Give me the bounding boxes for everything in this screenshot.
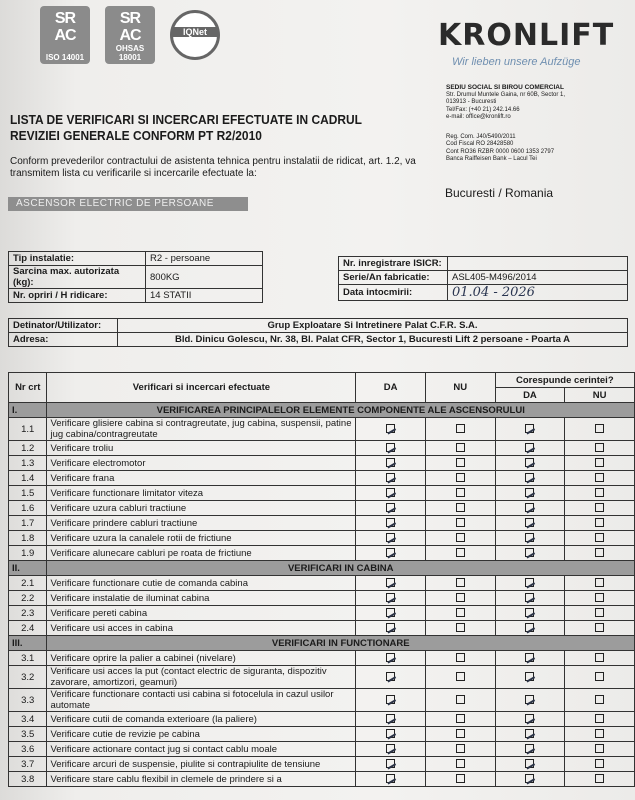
checkbox-da-checked[interactable]	[386, 774, 395, 783]
checkbox-corespunde-da-checked[interactable]	[525, 593, 534, 602]
checkbox-nu[interactable]	[456, 488, 465, 497]
table-row: 3.1 Verificare oprire la palier a cabinei (nivelare)	[9, 651, 635, 666]
checkbox-corespunde-nu[interactable]	[595, 458, 604, 467]
checkbox-da-checked[interactable]	[386, 503, 395, 512]
table-row: 3.4 Verificare cutii de comanda exterioare (la paliere)	[9, 712, 635, 727]
checkbox-corespunde-nu[interactable]	[595, 774, 604, 783]
checkbox-corespunde-nu[interactable]	[595, 473, 604, 482]
checkbox-corespunde-da-checked[interactable]	[525, 729, 534, 738]
checkbox-corespunde-nu[interactable]	[595, 548, 604, 557]
checkbox-da-checked[interactable]	[386, 548, 395, 557]
checkbox-corespunde-da-checked[interactable]	[525, 458, 534, 467]
table-row: 2.3 Verificare pereti cabina	[9, 606, 635, 621]
intro-text: Conform prevederilor contractului de asistenta tehnica pentru instalatii de ridicat, art. 1.2, va transmitem lista cu verificarile si incercarile efectuate la:	[10, 156, 416, 179]
checkbox-nu[interactable]	[456, 548, 465, 557]
checkbox-nu[interactable]	[456, 714, 465, 723]
checkbox-corespunde-da-checked[interactable]	[525, 503, 534, 512]
checkbox-da-checked[interactable]	[386, 714, 395, 723]
checkbox-nu[interactable]	[456, 518, 465, 527]
checkbox-nu[interactable]	[456, 672, 465, 681]
checkbox-da-checked[interactable]	[386, 443, 395, 452]
owner-table: Detinator/Utilizator: Grup Exploatare Si Intretinere Palat C.F.R. S.A. Adresa: Bld. Dinicu Golescu, Nr. 38, Bl. Palat CFR, Sector 1, Bucuresti Lift 2 persoane - Poarta A	[8, 318, 628, 347]
checkbox-corespunde-nu[interactable]	[595, 653, 604, 662]
checkbox-da-checked[interactable]	[386, 653, 395, 662]
checkbox-corespunde-da-checked[interactable]	[525, 473, 534, 482]
checkbox-corespunde-da-checked[interactable]	[525, 695, 534, 704]
kronlift-logo: KRONLIFT Wir lieben unsere Aufzüge	[438, 18, 615, 68]
checkbox-da-checked[interactable]	[386, 424, 395, 433]
checkbox-da-checked[interactable]	[386, 488, 395, 497]
checkbox-corespunde-nu[interactable]	[595, 424, 604, 433]
checkbox-corespunde-nu[interactable]	[595, 672, 604, 681]
table-row: 1.2 Verificare troliu	[9, 441, 635, 456]
checkbox-da-checked[interactable]	[386, 695, 395, 704]
checkbox-da-checked[interactable]	[386, 672, 395, 681]
checkbox-corespunde-da-checked[interactable]	[525, 578, 534, 587]
checkbox-corespunde-da-checked[interactable]	[525, 623, 534, 632]
table-row: 3.2 Verificare usi acces la put (contact electric de siguranta, dispozitiv zavorare, amortizori, geamuri)	[9, 666, 635, 689]
checkbox-da-checked[interactable]	[386, 458, 395, 467]
checkbox-corespunde-nu[interactable]	[595, 744, 604, 753]
checkbox-corespunde-da-checked[interactable]	[525, 518, 534, 527]
brand-tagline: Wir lieben unsere Aufzüge	[452, 56, 581, 68]
checkbox-da-checked[interactable]	[386, 744, 395, 753]
table-row: 3.8 Verificare stare cablu flexibil in clemele de prindere si a	[9, 772, 635, 787]
checkbox-corespunde-da-checked[interactable]	[525, 488, 534, 497]
checkbox-corespunde-nu[interactable]	[595, 608, 604, 617]
checkbox-nu[interactable]	[456, 759, 465, 768]
checkbox-da-checked[interactable]	[386, 578, 395, 587]
checkbox-nu[interactable]	[456, 473, 465, 482]
table-row: 1.1 Verificare glisiere cabina si contragreutate, jug cabina, suspensii, patine jug cabina/contragreutate	[9, 418, 635, 441]
checkbox-corespunde-da-checked[interactable]	[525, 774, 534, 783]
table-row: 2.2 Verificare instalatie de iluminat cabina	[9, 591, 635, 606]
table-row: 2.4 Verificare usi acces in cabina	[9, 621, 635, 636]
checkbox-nu[interactable]	[456, 729, 465, 738]
checkbox-da-checked[interactable]	[386, 608, 395, 617]
checkbox-nu[interactable]	[456, 608, 465, 617]
checkbox-corespunde-nu[interactable]	[595, 503, 604, 512]
checkbox-nu[interactable]	[456, 623, 465, 632]
section-header: I. VERIFICAREA PRINCIPALELOR ELEMENTE COMPONENTE ALE ASCENSORULUI	[9, 403, 635, 418]
table-row: 1.5 Verificare functionare limitator viteza	[9, 486, 635, 501]
checkbox-nu[interactable]	[456, 503, 465, 512]
checkbox-corespunde-nu[interactable]	[595, 533, 604, 542]
checkbox-nu[interactable]	[456, 695, 465, 704]
section-header: III. VERIFICARI IN FUNCTIONARE	[9, 636, 635, 651]
checkbox-corespunde-nu[interactable]	[595, 488, 604, 497]
checkbox-corespunde-da-checked[interactable]	[525, 608, 534, 617]
srac-iso-logo: SR AC ISO 14001	[40, 6, 90, 64]
checkbox-nu[interactable]	[456, 443, 465, 452]
table-row: 1.6 Verificare uzura cabluri tractiune	[9, 501, 635, 516]
checkbox-corespunde-nu[interactable]	[595, 623, 604, 632]
table-row: 3.5 Verificare cutie de revizie pe cabina	[9, 727, 635, 742]
checkbox-corespunde-da-checked[interactable]	[525, 533, 534, 542]
checkbox-nu[interactable]	[456, 744, 465, 753]
checkbox-corespunde-nu[interactable]	[595, 443, 604, 452]
table-row: 1.7 Verificare prindere cabluri tractiune	[9, 516, 635, 531]
table-row: 1.8 Verificare uzura la canalele rotii de frictiune	[9, 531, 635, 546]
checkbox-corespunde-nu[interactable]	[595, 729, 604, 738]
table-row: 1.9 Verificare alunecare cabluri pe roata de frictiune	[9, 546, 635, 561]
checkbox-da-checked[interactable]	[386, 759, 395, 768]
checkbox-corespunde-nu[interactable]	[595, 518, 604, 527]
installation-info-table: Tip instalatie: R2 - persoane Sarcina max. autorizata (kg): 800KG Nr. opriri / H ridicare: 14 STATII	[8, 251, 263, 303]
equipment-type-band: ASCENSOR ELECTRIC DE PERSOANE	[8, 197, 248, 211]
checkbox-corespunde-nu[interactable]	[595, 695, 604, 704]
iqnet-seal: IQNet	[170, 10, 220, 60]
handwritten-date: 01.04 - 2026	[448, 285, 628, 301]
checkbox-corespunde-da-checked[interactable]	[525, 759, 534, 768]
checkbox-nu[interactable]	[456, 533, 465, 542]
checkbox-da-checked[interactable]	[386, 623, 395, 632]
checkbox-corespunde-nu[interactable]	[595, 759, 604, 768]
checkbox-nu[interactable]	[456, 424, 465, 433]
checkbox-nu[interactable]	[456, 578, 465, 587]
table-row: 2.1 Verificare functionare cutie de comanda cabina	[9, 576, 635, 591]
certification-logos	[0, 6, 225, 68]
checkbox-nu[interactable]	[456, 774, 465, 783]
checkbox-da-checked[interactable]	[386, 729, 395, 738]
table-row: 3.6 Verificare actionare contact jug si contact cablu moale	[9, 742, 635, 757]
checkbox-da-checked[interactable]	[386, 518, 395, 527]
checkbox-corespunde-nu[interactable]	[595, 578, 604, 587]
checkbox-corespunde-da-checked[interactable]	[525, 548, 534, 557]
checkbox-corespunde-nu[interactable]	[595, 714, 604, 723]
table-header: Nr crt Verificari si incercari efectuate DA NU Corespunde cerintei?	[9, 373, 635, 388]
company-info: SEDIU SOCIAL SI BIROU COMERCIAL Str. Drumul Muntele Gaina, nr 60B, Sector 1, 013913 - Bucuresti Tel/Fax: (+40 21) 242.14.66 e-mail: office@kronlift.ro Reg. Com. J40/5490/2011 Cod Fiscal RO 28428580 Cont RO36 RZBR 0000 0600 1353 2797 Banca Raiffeisen Bank – Lacul Tei	[446, 84, 566, 162]
checkbox-corespunde-da-checked[interactable]	[525, 424, 534, 433]
checkbox-corespunde-da-checked[interactable]	[525, 714, 534, 723]
srac-ohsas-logo: SR AC OHSAS 18001	[105, 6, 155, 64]
table-row: 1.4 Verificare frana	[9, 471, 635, 486]
section-header: II. VERIFICARI IN CABINA	[9, 561, 635, 576]
checkbox-da-checked[interactable]	[386, 593, 395, 602]
table-row: 3.7 Verificare arcuri de suspensie, piulite si contrapiulite de tensiune	[9, 757, 635, 772]
checkbox-corespunde-da-checked[interactable]	[525, 672, 534, 681]
document-title: LISTA DE VERIFICARI SI INCERCARI EFECTUATE IN CADRUL REVIZIEI GENERALE CONFORM PT R2/2010	[10, 112, 362, 143]
checklist-table: Nr crt Verificari si incercari efectuate DA NU Corespunde cerintei? DA NU I. VERIFICAREA PRINCIPALELOR ELEMENTE COMPONENTE ALE ASCENSORULUI 1.1 Verificare glisiere cabina si contragreutate, jug cabina, suspensii, patine jug cabina/contragreutate 1.2 Verificare troliu 1.3 Verificare electromotor 1.4 Verificare frana 1.5 Verificare functionare limitator viteza 1.6 Verificare uzura cabluri tractiune 1.7 Verificare prindere cabluri tractiune 1.8 Verificare uzura la canalele rotii de frictiune 1.9 Verificare alunecare cabluri pe roata de frictiune II. VERIFICARI IN CABINA 2.1 Verificare functionare cutie de comanda cabina 2.2 Verificare instalatie de iluminat cabina 2.3 Verificare pereti cabina 2.4 Verificare usi acces in cabina III. VERIFICARI IN FUNCTIONARE 3.1 Verificare oprire la palier a cabinei (nivelare) 3.2 Verificare usi acces la put (contact electric de siguranta, dispozitiv zavorare, amortizori, geamuri) 3.3 Verificare functionare contacti usi cabina si fotocelula in cazul usilor automate 3.4 Verificare cutii de comanda exterioare (la paliere) 3.5 Verificare cutie de revizie pe cabina 3.6 Verificare actionare contact jug si contact cablu moale 3.7 Verificare arcuri de suspensie, piulite si contrapiulite de tensiune 3.8 Verificare stare cablu flexibil in clemele de prindere si a	[8, 372, 635, 787]
checkbox-nu[interactable]	[456, 653, 465, 662]
table-row: 3.3 Verificare functionare contacti usi cabina si fotocelula in cazul usilor automate	[9, 689, 635, 712]
checkbox-da-checked[interactable]	[386, 473, 395, 482]
city-label: Bucuresti / Romania	[445, 186, 554, 200]
checkbox-corespunde-nu[interactable]	[595, 593, 604, 602]
checkbox-corespunde-da-checked[interactable]	[525, 744, 534, 753]
checkbox-corespunde-da-checked[interactable]	[525, 443, 534, 452]
checkbox-da-checked[interactable]	[386, 533, 395, 542]
table-row: 1.3 Verificare electromotor	[9, 456, 635, 471]
checkbox-corespunde-da-checked[interactable]	[525, 653, 534, 662]
registration-info-table: Nr. inregistrare ISICR: Serie/An fabricatie: ASL405-M496/2014 Data intocmirii: 01.04 - 2026	[338, 256, 628, 301]
checkbox-nu[interactable]	[456, 458, 465, 467]
checkbox-nu[interactable]	[456, 593, 465, 602]
